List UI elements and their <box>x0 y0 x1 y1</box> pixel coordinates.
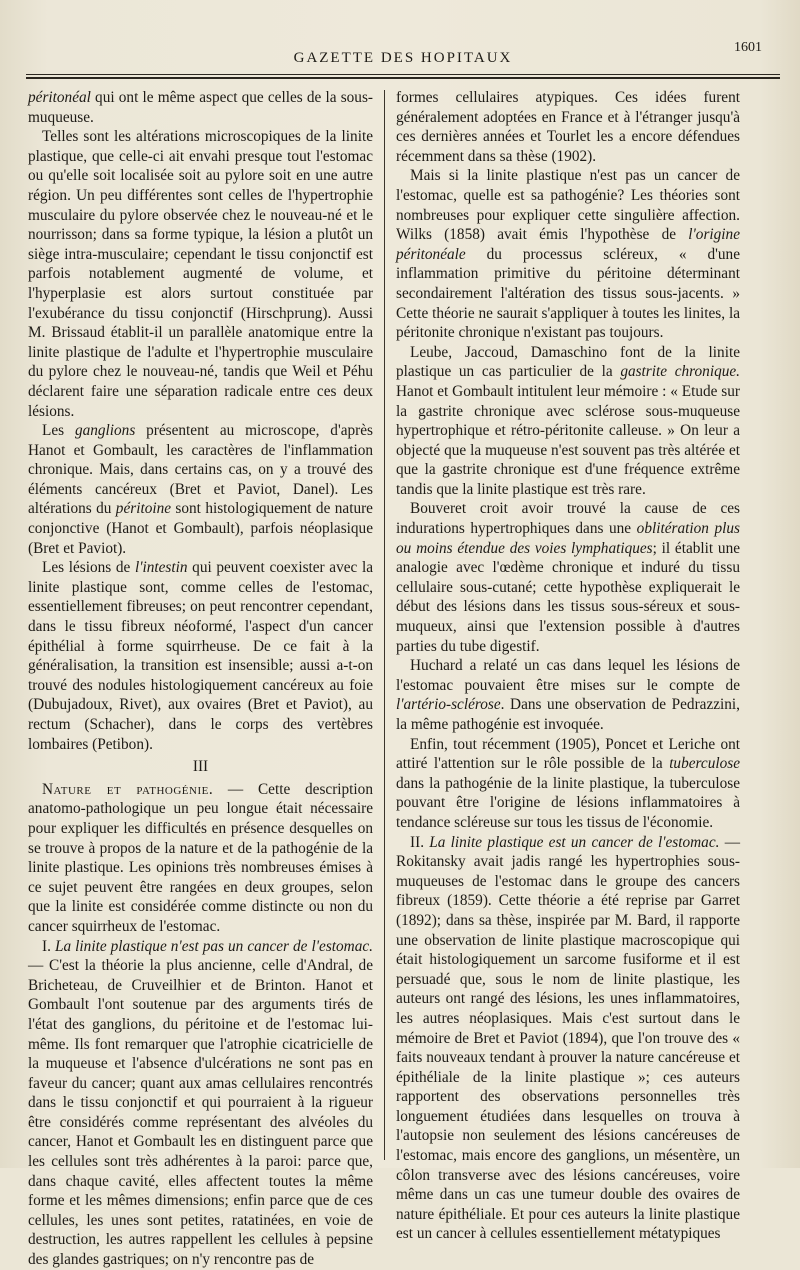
text-run: — Cette description anatomo-pathologique un peu longue était nécessaire pour expliquer les difficultés en présence desquelles on se trouve à propos de la nature et de la pathogénie de la linite plastique. Les opinions très nombreuses émises à ce sujet peuvent être rangées en deux groupes, selon que la linite est considérée comme distincte ou non du cancer squirrheux de l'estomac. <box>28 780 373 935</box>
text-run: III <box>192 758 209 776</box>
text-run: qui peuvent coexister avec la linite plastique sont, comme celles de l'estomac, essentiellement fibreuses; on peut rencontrer cependant, dans le tissu fibreux néoformé, l'aspect d'un cancer épithélial à forme squirrheuse. De ce fait à la généralisation, la transition est insensible; aussi a-t-on trouvé des nodules histologiquement cancéreux au foie (Dubujadoux, Rivet), aux ovaires (Bret et Paviot), au rectum (Schacher), dans le corps des vertèbres lombaires (Petibon). <box>28 559 374 753</box>
text-run: — C'est la théorie la plus ancienne, celle d'Andral, de Bricheteau, de Cruveilhier et de Brinton. Hanot et Gombault l'ont soutenue par des arguments tirés de l'état des ganglions, du péritoine et de l'estomac lui-même. Ils font remarquer que l'atrophie cicatricielle de la muqueuse et l'absence d'ulcérations ne sont pas en faveur du cancer; quant aux amas cellulaires rencontrés dans le tissu conjonctif et qui pourraient à la rigueur être considérés comme représentant des alvéoles du cancer, Hanot et Gombault les en distinguent parce que les cellules sont très adhérentes à la paroi: parce que, dans chaque cavité, elles affectent toutes la même forme et les mêmes dimensions; enfin parce que de ces cellules, les unes sont petites, ratatinées, en voie de destruction, les autres rappellent les cellules à pepsine des glandes gastriques; on n'y rencontre pas de <box>28 957 373 1269</box>
paragraph <box>396 343 740 500</box>
section-number <box>28 757 373 777</box>
right-column <box>396 88 740 1244</box>
paragraph <box>396 735 740 833</box>
italic-text: oblitération plus ou moins étendue des voies lymphatiques <box>396 520 740 557</box>
header-rule-thick <box>26 77 780 79</box>
page-header <box>26 40 780 70</box>
italic-text: La linite plastique n'est pas un cancer de l'estomac. <box>54 937 373 955</box>
text-run: Hanot et Gombault intitulent leur mémoire : « Etude sur la gastrite chronique avec sclérose sous-muqueuse hypertrophique et rétro-péritonite calleuse. » On leur a objecté que la muqueuse n'est souvent pas très altérée et que la gastrite chronique est d'une fréquence extrême tandis que la linite plastique est très rare. <box>396 382 740 498</box>
paragraph <box>28 937 373 1270</box>
text-run: Huchard a relaté un cas dans lequel les lésions de l'estomac pouvaient être mises sur le compte de <box>396 657 740 694</box>
paragraph <box>396 166 740 342</box>
italic-text: gastrite chronique. <box>620 363 740 381</box>
text-run: Enfin, tout récemment (1905), Poncet et Leriche ont attiré l'attention sur le rôle possible de la <box>396 735 740 773</box>
page-title: GAZETTE DES HOPITAUX <box>293 50 513 66</box>
text-run: Bouveret croit avoir trouvé la cause de ces indurations hypertrophiques dans une <box>396 500 740 538</box>
text-run: ; il établit une analogie avec l'œdème chronique et induré du tissu cellulaire sous-cutané; cette hypothèse expliquerait le début des lésions dans les tissus sous-séreux et sous-muqueux, ainsi que l'extension possible à d'autres parties du tube digestif. <box>396 539 741 655</box>
paragraph <box>396 833 740 1244</box>
text-run: — Rokitansky avait jadis rangé les hypertrophies sous-muqueuses de l'estomac dans le groupe des cancers fibreux (1859). Cette théorie a été reprise par Garret (1892); dans sa thèse, inspirée par M. Bard, il rapporte une observation de linite plastique macroscopique qui était histologiquement un sarcome fusiforme et il est persuadé que, sous le nom de linite plastique, les auteurs ont rangé des lésions, les unes inflammatoires, les autres néoplasiques. Mais c'est surtout dans le mémoire de Bret et Paviot (1894), que l'on trouve des « faits nouveaux tendant à prouver la nature cancéreuse et épithéliale de la linite plastique »; ces auteurs rapportent des observations personnelles très longuement étudiées dans lesquelles on trouva à l'autopsie non seulement des lésions cancéreuses de l'estomac, mais encore des ganglions, un mésentère, un côlon transverse avec des lésions cancéreuses, voire même dans un cas une tumeur double des ovaires de nature épithéliale. Et pour ces auteurs la linite plastique est un cancer à cellules essentiellement métatypiques <box>396 833 740 1243</box>
page-number: 1601 <box>734 40 762 55</box>
text-run: sont histologiquement de nature conjonctive (Hanot et Gombault), parfois néoplasique (Bret et Paviot). <box>28 500 373 557</box>
paragraph <box>396 656 740 734</box>
text-run: formes cellulaires atypiques. Ces idées furent généralement adoptées en France et à l'étranger jusqu'à ces dernières années et Tourlet les a encore défendues récemment dans sa thèse (1902). <box>396 89 740 165</box>
italic-text: tuberculose <box>669 755 740 773</box>
small-caps-heading: Nature et pathogénie. <box>42 780 214 798</box>
italic-text: l'origine péritonéale <box>396 226 740 263</box>
text-run: qui ont le même aspect que celles de la sous-muqueuse. <box>28 89 373 126</box>
text-run: I. <box>42 937 55 955</box>
column-divider <box>384 90 385 1160</box>
italic-text: l'intestin <box>134 559 188 577</box>
italic-text: péritoine <box>115 500 172 518</box>
paragraph <box>28 88 373 127</box>
text-run: Les lésions de <box>42 559 135 577</box>
paragraph <box>396 499 740 656</box>
left-column <box>28 88 373 1270</box>
italic-text: péritonéal <box>28 89 91 106</box>
paragraph <box>28 127 373 421</box>
italic-text: La linite plastique est un cancer de l'estomac. <box>429 833 720 851</box>
italic-text: l'artério-sclérose <box>396 696 501 714</box>
text-run: du processus scléreux, « d'une inflammation primitive du péritoine déterminant secondairement l'altération des tissus sous-jacents. » Cette théorie ne saurait s'appliquer à toutes les linites, la péritonite chronique n'existant pas toujours. <box>396 245 740 342</box>
header-rule <box>26 74 780 75</box>
text-run: présentent au microscope, d'après Hanot et Gombault, les caractères de l'inflammation chronique. Mais, dans certains cas, on y a trouvé des éléments cancéreux (Bret et Paviot, Danel). Les altérations du <box>28 422 373 518</box>
paragraph <box>28 558 373 754</box>
paragraph <box>396 88 740 166</box>
italic-text: ganglions <box>74 422 136 440</box>
paragraph <box>28 421 373 558</box>
paragraph <box>28 780 373 937</box>
text-run: Mais si la linite plastique n'est pas un cancer de l'estomac, quelle est sa pathogénie? Les théories sont nombreuses pour expliquer cette singulière affection. Wilks (1858) avait émis l'hypothèse de <box>396 167 740 244</box>
text-run: II. <box>410 833 430 851</box>
text-run: Leube, Jaccoud, Damaschino font de la linite plastique un cas particulier de la <box>396 343 740 381</box>
text-run: . Dans une observation de Pedrazzini, la même pathogénie est invoquée. <box>396 696 740 733</box>
text-run: dans la pathogénie de la linite plastique, la tuberculose pouvant être l'origine de lésions inflammatoires à tendance scléreuse sur tous les tissus de l'économie. <box>396 774 740 831</box>
text-run: Telles sont les altérations microscopiques de la linite plastique, que celle-ci ait envahi presque tout l'estomac ou qu'elle soit localisée soit au pylore soit en une autre région. Un peu différentes sont celles de l'hypertrophie musculaire du pylore observée chez le nouveau-né et le nourrisson; dans sa forme typique, la lésion a plutôt un siège intra-musculaire; cependant le tissu conjonctif est parfois notablement augmenté de volume, et l'hyperplasie est alors surtout constituée par l'exubérance du tissu conjonctif (Hirschprung). Aussi M. Brissaud établit-il un parallèle anatomique entre la linite plastique de l'adulte et l'hypertrophie musculaire du pylore chez le nouveau-né, tandis que Weil et Péhu déclarent faire une séparation radicale entre ces deux lésions. <box>28 128 373 420</box>
text-run: Les <box>42 422 75 440</box>
